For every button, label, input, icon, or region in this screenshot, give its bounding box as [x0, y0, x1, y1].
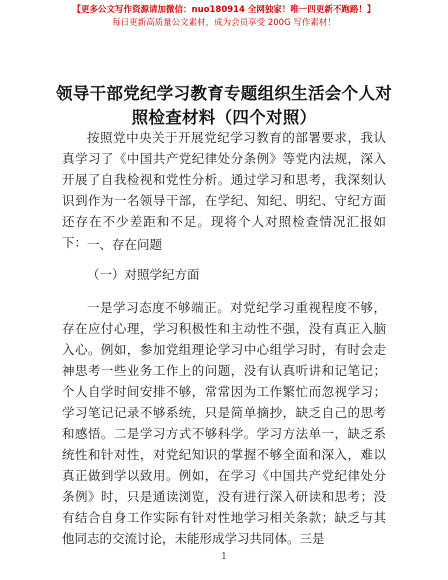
- body-paragraph: 一是学习态度不够端正。对党纪学习重视程度不够，存在应付心理，学习积极性和主动性不强，没有真正入脑入心。例如，参加党组理论学习中心组学习时，有时会走神思考一些业务工作上的问题，没有认真听讲和记笔记；个人自学时间安排不够，常常因为工作繁忙而忽视学习；学习笔记记录不够系统，只是简单摘抄，缺乏自己的思考和感悟。二是学习方式不够科学。学习方法单一，缺乏系统性和针对性，对党纪知识的掌握不够全面和深入，难以真正做到学以致用。例如，在学习《中国共产党纪律处分条例》时，只是通读浏览，没有进行深入研读和思考；没有结合自身工作实际有针对性地学习相关条款；缺乏与其他同志的交流讨论，未能形成学习共同体。三是: [62, 300, 386, 546]
- promo-subline: 每日更新高质量公文素材，成为会员享受 200G 写作素材！: [112, 18, 336, 28]
- document-title: [40, 82, 408, 130]
- page-number: 1: [221, 552, 227, 562]
- subsection-heading: （一）对照学纪方面: [87, 267, 200, 282]
- title-line-2: 照检查材料（四个对照）: [131, 108, 317, 127]
- intro-paragraph: 按照党中央关于开展党纪学习教育的部署要求，我认真学习了《中国共产党纪律处分条例》等党内法规，深入开展了自我检视和党性分析。通过学习和思考，我深刻认识到作为一名领导干部，在学纪、知纪、明纪、守纪方面还存在不少差距和不足。现将个人对照检查情况汇报如下：: [62, 130, 386, 250]
- promo-banner: 【更多公文写作资源请加微信：nuo180914 全网独家！唯一四更新不跑路！】: [72, 5, 376, 15]
- section-heading: 一、存在问题: [87, 237, 163, 252]
- title-line-1: 领导干部党纪学习教育专题组织生活会个人对: [56, 84, 392, 103]
